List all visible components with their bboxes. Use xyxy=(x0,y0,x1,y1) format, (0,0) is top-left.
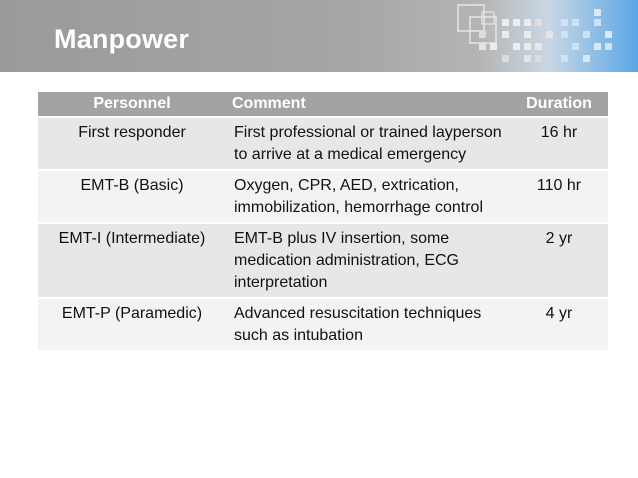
personnel-cell: EMT-P (Paramedic) xyxy=(38,298,226,351)
duration-cell: 110 hr xyxy=(510,170,608,223)
page-title: Manpower xyxy=(54,24,190,54)
manpower-table xyxy=(38,92,608,352)
column-header-comment: Comment xyxy=(226,92,510,117)
personnel-cell: EMT-B (Basic) xyxy=(38,170,226,223)
table-row xyxy=(38,170,608,223)
table-row xyxy=(38,117,608,170)
comment-cell: EMT-B plus IV insertion, some medication administration, ECG interpretation xyxy=(226,223,510,298)
column-header-duration: Duration xyxy=(510,92,608,117)
column-header-personnel: Personnel xyxy=(38,92,226,117)
comment-cell: First professional or trained layperson to arrive at a medical emergency xyxy=(226,117,510,170)
duration-cell: 16 hr xyxy=(510,117,608,170)
table-header-row xyxy=(38,92,608,117)
personnel-cell: EMT-I (Intermediate) xyxy=(38,223,226,298)
table-row xyxy=(38,223,608,298)
comment-cell: Oxygen, CPR, AED, extrication, immobilization, hemorrhage control xyxy=(226,170,510,223)
duration-cell: 2 yr xyxy=(510,223,608,298)
comment-cell: Advanced resuscitation techniques such as intubation xyxy=(226,298,510,351)
table-row xyxy=(38,298,608,351)
duration-cell: 4 yr xyxy=(510,298,608,351)
personnel-cell: First responder xyxy=(38,117,226,170)
